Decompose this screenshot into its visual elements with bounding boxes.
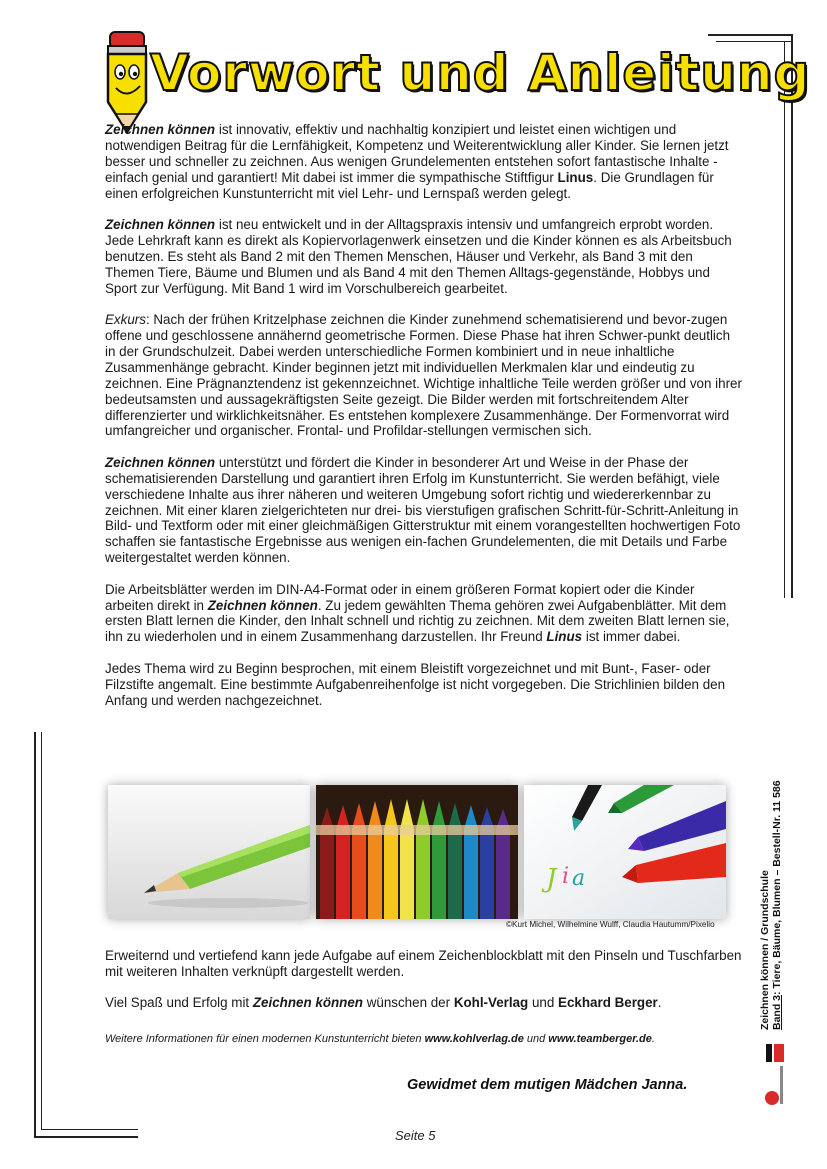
frame-left-v2 [41, 732, 42, 1130]
page-number: Seite 5 [395, 1128, 436, 1143]
frame-bottom-h [34, 1136, 138, 1138]
intro-text [105, 122, 743, 724]
linus-name: Linus [546, 629, 583, 645]
photo-credit: ©Kurt Michel, Wilhelmine Wulff, Claudia Hautumm/Pixelio [506, 920, 715, 929]
photo-colored-pencils [316, 785, 518, 919]
frame-right-v [791, 34, 793, 598]
paragraph-7: Erweiternd und vertiefend kann jede Aufgabe auf einem Zeichenblockblatt mit den Pinseln und Tuschfarben mit weiteren Inhalten verknüpft dargestellt werden. [105, 948, 742, 979]
side-line-1: Zeichnen können / Grundschule [759, 870, 771, 1030]
paragraph-8: Viel Spaß und Erfolg mit Zeichnen können wünschen der Kohl-Verlag und Eckhard Berger. [105, 995, 662, 1011]
brand-name: Zeichnen können [252, 995, 363, 1011]
photo-green-pencil [108, 785, 310, 919]
photo-felt-pens [524, 785, 726, 919]
svg-text:a: a [572, 866, 586, 891]
linus-name: Linus [557, 169, 594, 185]
paragraph-1: Zeichnen können ist innovativ, effektiv und nachhaltig konzipiert und leistet einen wichtigen und notwendigen Beitrag für die Lernfähigkeit, Kompetenz und Weiterentwicklung aller Kinder. Sie lernen jetzt besser und schneller zu zeichnen. Aus wenigen Grundelementen entstehen sofort fantastische Inhalte - einfach genial und garantiert! Mit dabei ist immer die sympathische Stiftfigur Linus. Die Grundlagen für einen erfolgreichen Kunstunterricht mit viel Lehr- und Lernspaß werden gelegt. [105, 122, 729, 201]
info-line: Weitere Informationen für einen modernen Kunstunterricht bieten www.kohlverlag.de und www.teamberger.de. [105, 1033, 655, 1045]
brand-name: Zeichnen können [105, 454, 216, 470]
side-book-info [759, 730, 783, 1030]
svg-text:J: J [546, 864, 557, 894]
paragraph-2: Zeichnen können ist neu entwickelt und in der Alltagspraxis intensiv und umfangreich erprobt worden. Jede Lehrkraft kann es direkt als Kopiervorlagenwerk einsetzen und die Kinder können es als Arbeitsbuch benutzen. Es steht als Band 2 mit den Themen Menschen, Häuser und Verkehr, als Band 3 mit den Themen Tiere, Bäume und Blumen und als Band 4 mit den Themen Alltags-gegenstände, Hobbys und Sport zur Verfügung. Mit Band 1 wird im Vorschulbereich gearbeitet. [105, 217, 732, 296]
brand-name: Zeichnen können [105, 122, 216, 137]
brand-name: Zeichnen können [207, 597, 318, 613]
frame-top-right-h [708, 34, 792, 36]
paragraph-4: Zeichnen können unterstützt und fördert die Kinder in besonderer Art und Weise in der Phase der schematisierenden Darstellung und garantiert ihren Erfolg im Kunstunterricht. Sie werden befähigt, viele verschiedene Inhalte aus ihrer näheren und weiteren Umgebung sofort richtig und wiedererkennbar zu zeichnen. Mit einer klaren zielgerichteten nur drei- bis vierstufigen grafischen Schritt-für-Schritt-Anleitung in Bild- und Textform oder mit einer gleichmäßigen Gitterstruktur mit einem vorangestellten hochwertigen Foto schaffen sie fantastische Ergebnisse aus wenigen ein-fachen Grundelementen, die mit Details und Farbe weitergestaltet werden können. [105, 454, 741, 566]
link-teamberger[interactable]: www.teamberger.de [548, 1033, 652, 1045]
svg-text:i: i [562, 864, 570, 889]
link-kohlverlag[interactable]: www.kohlverlag.de [424, 1033, 524, 1045]
publisher-name: Kohl-Verlag [453, 995, 529, 1011]
paragraph-6: Jedes Thema wird zu Beginn besprochen, mit einem Bleistift vorgezeichnet und mit Bunt-, Faser- oder Filzstifte angemalt. Eine bestimmte Aufgabenreihenfolge ist nicht vorgegeben. Die Strichlinien bilden den Anfang und werden nachgezeichnet. [105, 660, 726, 708]
pencil-mascot-icon [98, 28, 158, 136]
brand-name: Zeichnen können [105, 217, 216, 233]
paragraph-5: Die Arbeitsblätter werden im DIN-A4-Format oder in einem größeren Format kopiert oder die Kinder arbeiten direkt in Zeichnen können. Zu jedem gewählten Thema gehören zwei Aufgabenblätter. Mit dem ersten Blatt lernen die Kinder, den Inhalt schnell und richtig zu zeichnen. Mit dem zweiten Blatt lernen sie, ihn zu wiederholen und in einem Zusammenhang darzustellen. Ihr Freund Linus ist immer dabei. [105, 581, 730, 645]
frame-bottom-h2 [41, 1129, 138, 1130]
photo-strip [108, 785, 726, 919]
kohl-verlag-logo-icon [760, 1040, 790, 1108]
page-title: Vorwort und Anleitung [150, 44, 811, 102]
frame-top-right-h2 [716, 41, 792, 42]
author-name: Eckhard Berger [558, 995, 658, 1011]
paragraph-3: Exkurs: Nach der frühen Kritzelphase zeichnen die Kinder zunehmend schematisierend und bevor-zugen offene und geschlossene annähernd geometrische Formen. Diese Phase hat ihren Schwer-punkt deutlich in der Grundschulzeit. Dabei werden unterschiedliche Formen kombiniert und in neue inhaltliche Zusammenhänge gebracht. Kinder beginnen jetzt mit individuellen Merkmalen klar und eindeutig zu zeichnen. Eine Prägnanztendenz ist gekennzeichnet. Wichtige inhaltliche Teile werden größer und von ihrer bedeutsamsten und aussagekräftigsten Seite gezeigt. Die Bilder werden mit fortschreitendem Alter differenzierter und wirklichkeitsnäher. Es entstehen komplexere Zusammenhänge. Der Formenvorrat wird umfangreicher und organischer. Frontal- und Profildar-stellungen vermischen sich. [105, 312, 742, 439]
exkurs-label: Exkurs [105, 312, 146, 328]
dedication: Gewidmet dem mutigen Mädchen Janna. [407, 1077, 688, 1093]
frame-right-v2 [784, 41, 785, 598]
frame-left-v [34, 732, 36, 1137]
closing-text [105, 948, 745, 1027]
side-line-2: Band 3: Tiere, Bäume, Blumen – Bestell-Nr. 11 586 [771, 780, 783, 1030]
